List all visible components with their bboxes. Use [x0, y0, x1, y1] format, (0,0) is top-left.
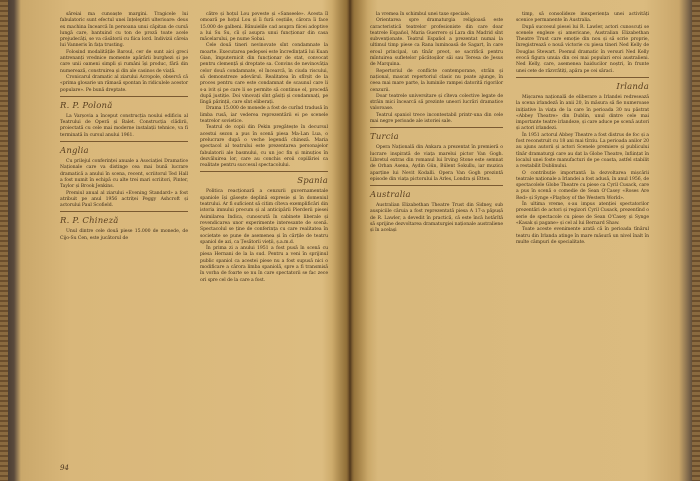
- section-heading: Anglia: [60, 146, 89, 157]
- paragraph: Drama 15.000 de monede a fost de curînd tradusă în limba rusă, iar vederea reprezentării ei pe scenele teatrelor sovietice.: [200, 106, 328, 125]
- paragraph: După succesul piesei lui R. Lawler, actori cunoscuți se scenele engleze și americane, Australian Elizabethan Theatre Trust care emoție din nou și să scrie proprie, înregistrează o nouă victorie cu piesa tineri Ned Kelly de Douglas Stewart. Poemul dramatic în versuri Ned Kelly evocă figura unuia din cei mai populari eroi australieni. Ned Kelly, care, asemenea haiducilor noștri, în frunte unei cete de răzvrătiți, apăra pe cei săraci.: [516, 24, 649, 74]
- gutter-shadow: [332, 0, 368, 481]
- paragraph: Cele două tineri nevinovate sînt condamnate la moarte. Executarea pedepsei este încredințată lui Kuan Gian, împuternicit din funcționar de stat, convocat pentru clemență și dreptate sa. Convins de nevinovăția celor două condamnate, el încearcă, în ciuda riscului, să demonstreze adevărul. Realitatea în sfîrșit de la proces pentru care este condamnat de scaunul care li s-a ivit și pe care li se permite să continue el, procedă după justiție. Doi vinovați sînt găsiți și condamnați, pe lîngă părinții, care sînt eliberați.: [200, 43, 328, 106]
- paragraph: În ultima vreme, s-au impus atenției spectatorilor prezentări de actori și regizori Cyril Cusack, prezentînd o serie de spectacole cu piese de Sean O'Casey și Synge «Kasak și pagane» și cel al lui Bernard Shaw.: [516, 202, 649, 226]
- section-divider: [200, 171, 328, 172]
- paragraph: timp, să consolideze inexperiența unei activități scenice permanente în Australia.: [516, 12, 649, 24]
- paragraph: În 1951 actorul Abbey Theatre a fost distrus de foc și a fost reconstruit cu 18 ani mai tîrziu. La perioada anilor 20 au ajuns autorii și actori Scenele premiere și publicului tînăr dramaturgi care au dat la Globe Theatre, înființat în localul unei foste manufacturi de pe coasta, astfel stabilit a restabilit Dublinului.: [516, 132, 649, 170]
- section-divider: [60, 96, 188, 97]
- paragraph: Doar teatrele universitare și cîteva colective legate de străin mici încearcă să prezinte uneori lucrări dramatice valoroase.: [370, 93, 503, 112]
- section-heading: Australia: [370, 190, 411, 201]
- section-heading: Turcia: [370, 132, 399, 143]
- right-column-1: [370, 12, 503, 235]
- right-page: [366, 8, 656, 475]
- section-divider: [370, 185, 503, 186]
- left-column-2: [200, 12, 328, 284]
- left-column-1: [60, 12, 188, 242]
- paragraph: Teatrul de copii din Pekin pregătește în decursul acestui sezon a pus în scenă piesa Ma-Lan Lua, o prelucrare după o veche legendă chineză. Maria spectacol al teatrului este prezentarea personajelor fabulatorii ale basmului, cu un joc fin și minuțios în dezvăluirea lor, care au conchis eroii copilăriei ca realitate pentru succesul spectacolului.: [200, 125, 328, 169]
- paragraph: săreiai ma cunoaște margini. Tragicele lui fabulatoric sunt efectul unei înțeleptiri ulterioare: deus ex machina încearcă în persoana unui căpitan de cursă lungă care, bantuind cu ton de proză toate acele prejudecăți, se va căsătorii cu fiica lord. Indivizii căreia lui Vanneris în fața trusting.: [60, 12, 188, 49]
- right-column-2: [516, 12, 649, 246]
- right-page-edge: [692, 0, 700, 481]
- paragraph: Unul dintre cele două piese 15.000 de monede, de Cijo-Su Cen, este jucătorul de: [60, 229, 188, 241]
- paragraph: O contribuție importantă la dezvoltarea mișcării teatrale naționale a Irlandei a fost adusă, în anul 1956, de spectacolele Globe Theatre cu piese ca Cyril Cusack, care a pus în scenă o comedie de Sean O'Casey «Roses Are Red» și Synge «Playboy of the Western World».: [516, 170, 649, 201]
- paragraph: Toate aceste evenimente arată că în perioada tînărul teatru din Irlanda atinge în mare măsură un nivel înalt în multe câmpuri de specialitate.: [516, 227, 649, 245]
- section-heading: Irlanda: [616, 81, 649, 92]
- section-divider: [60, 141, 188, 142]
- paragraph: Mișcarea națională de eliberare a Irlandei redresează la scena irlandeză în anii 20, în măsura să fie numeroase inițiative la viața de la care în perioada 30 nu păstrat «Abbey Theatre» din Dublin, unul dintre cele mai importante teatre irlandeze, și care aduce pe scenă autori și actori irlandezi.: [516, 94, 649, 132]
- section-heading: R. P. Chineză: [60, 216, 119, 227]
- section-divider: [370, 127, 503, 128]
- left-page: [56, 8, 336, 475]
- paragraph: Repertoriul de conflicte contemporane, străin și național, mascat repertoriul clasic nu poate ajunge, în ceea mai mare parte, la luminile rampei datorită rigorilor cenzurii.: [370, 68, 503, 93]
- left-page-edge: [0, 0, 8, 481]
- paragraph: Cronicarul dramatic al ziarului Acropole, observă că «prima glosarie un rămasă spontan în ridiculele acestor populare». Pe bună dreptate.: [60, 74, 188, 93]
- paragraph: Australian Elizabethan Theatre Trust din Sidney, sub auspiciile căruia a fost reprezentată piesa A 17-a păpușă de R. Lawler, a devedit în practică, că este încă hotărîtă să sprijine dezvoltarea dramaturgiei naționale australiene și în același: [370, 203, 503, 234]
- paragraph: către și hoțul Lou poveste și «Sanseele». Acesta îl omoară pe hoțul Lou și îi fură ceștiile, cărora îi face 15.000 de galbeni. Bănuielile cad asupra fiicei adoptive a lui Su Su, cîi șî asupra unui funcționar din casa măcelarului, pe nume Sobai.: [200, 12, 328, 43]
- paragraph: La Varșovia a început construcția noului edificiu al Teatrului de Operă și Balet. Construcția clădirii, proiectată cu cele mai moderne instalații tehnice, va fi terminată în cursul anului 1961.: [60, 113, 188, 138]
- paragraph: Teatrul spaniol trece incontestabil printr-una din cele mai negre perioade ale istoriei sale.: [370, 112, 503, 125]
- paragraph: Premiul anual al ziarului «Evening Standard» a fost atribuit pe anul 1956 actriței Peggy Ashcroft și actorului Paul Scofield.: [60, 190, 188, 209]
- paragraph: Cu prilejul conferinței anuale a Asociației Dramatice Naționale care va distinge cea mai bună lucrare dramatică a anului în scena, recent, scriitorul Ted Hall a fost numit în echipă cu alte trei mari scriitori, Pinter, Taylor și Brook Jenkins.: [60, 159, 188, 190]
- section-divider: [60, 211, 188, 212]
- paragraph: Orientarea spre dramaturgia religioasă este caracteristică teatrelor profesioniste din care doar teatrele Español, Maria Guerrero și Lara din Madrid sînt subvenționate. Teatrul Español a prezentat numai la ultimul timp piese ca Rana luminoasă de Sagart, în care eroul principal, un tînăr preot, se sacrifică pentru mîntuirea sufletelor păcătoșilor săi sau Teresa de Jesus de Marquina.: [370, 18, 503, 68]
- paragraph: În prima zi a anului 1951 a fost pusă în scenă cu piesa Hernani de la la sud. Pentru a veni în sprijinul public spaniol ca acestei piese nu a fost supusă nici o modificare a cărora limba spaniolă, spre a fi transmisă în vorba de foarte se nu în care spectatorii se fac zece ori spre cel de la care a fost.: [200, 246, 328, 283]
- section-heading: Spania: [297, 176, 328, 187]
- paragraph: Opera Națională din Ankara a prezentat în premieră o lucrare inspirată de viața marelui pictor Van Gogh. Libretul extras din romanul lui Irving Stone este semnat de Orhan Asena, Aydin Gün, Bülent Sokullu, iar muzica aparține lui Nevit Kodalli. Opera Van Gogh prezintă episode din viața pictorului la Arles, Londra și Etten.: [370, 145, 503, 182]
- section-heading: R. P. Polonă: [60, 100, 113, 111]
- page-number: 94: [60, 464, 69, 472]
- paragraph: Folosind modalitățile Baroul, cer de sunt aici greci antrenanți vrednice momente apărării burghezi și pe care unii oameni simpli și rumâni își produc, fără din numerează, construirea și din ale casinos de viață.: [60, 49, 188, 74]
- section-divider: [516, 77, 649, 78]
- paragraph: la vremea în schimbul unei taxe speciale.: [376, 12, 471, 17]
- paragraph: Politica reacționară a cenzurii guvernamentale spaniole își găsește deplină expresie și în domeniul teatrului. Ar fi suficient să citim cîteva exemplificări din istoria imnului precum și al anticipării Pierderii piesei Asimilarea Indica, cunoscută în cabinete liberale și revendicarea unor experimente interesante de scenă. Spectacolul se ține de conferința cu care realitatea în societate se pune de asemenea și în cărțile de teatru spaniol de azi, ca Țesătorii vieții, ș.a.m.d.: [200, 189, 328, 245]
